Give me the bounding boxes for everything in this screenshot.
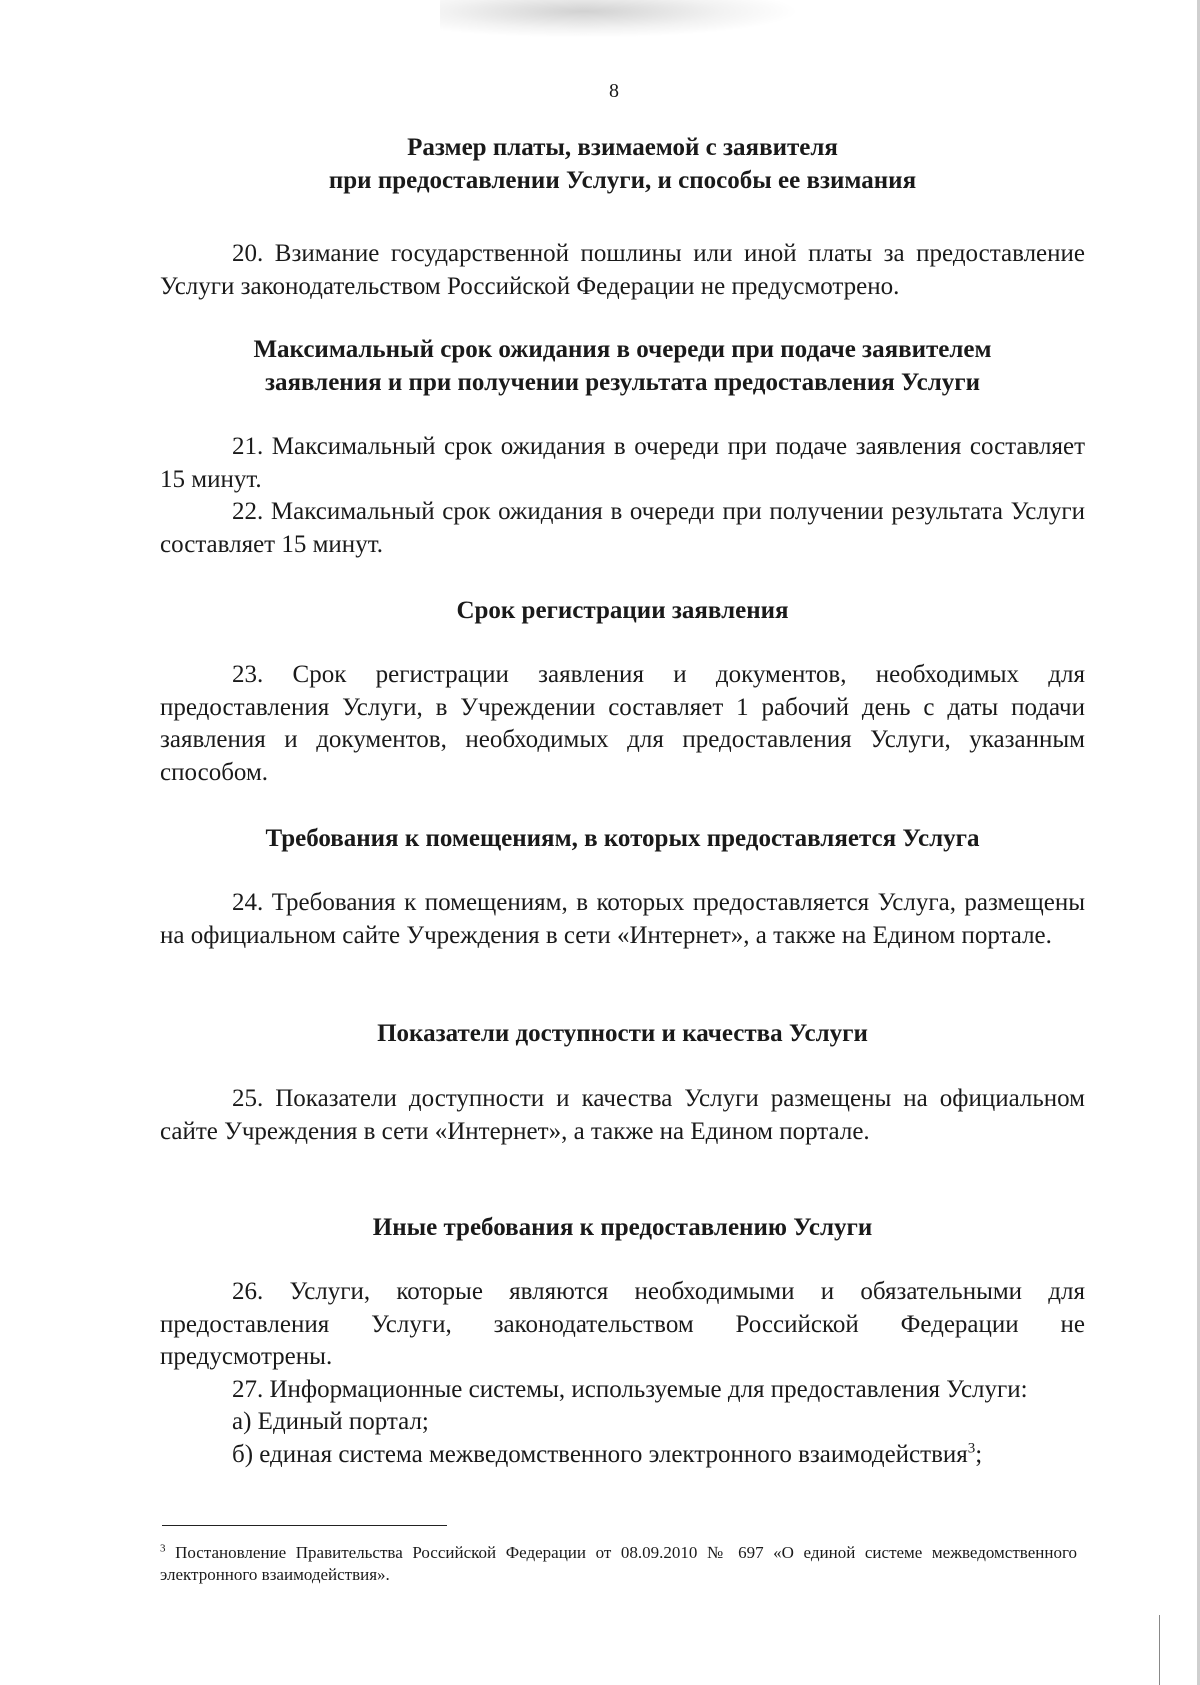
paragraph-21: 21. Максимальный срок ожидания в очереди при подаче заявления составляет 15 минут. [160,433,1085,493]
paragraph-25: 25. Показатели доступности и качества Услуги размещены на официальном сайте Учреждения в сети «Интернет», а также на Едином портале. [160,1085,1085,1145]
paragraph-23: 23. Срок регистрации заявления и документов, необходимых для предоставления Услуги, в Учреждении составляет 1 рабочий день с даты подачи заявления и документов, необходимых для предоставления Услуги, указанным способом. [160,661,1085,786]
paragraphs-26-27 [160,1276,1085,1471]
paragraph-20: 20. Взимание государственной пошлины или иной платы за предоставление Услуги законодательством Российской Федерации не предусмотрено. [160,240,1085,300]
footnote [160,1542,1077,1586]
footnote-marker: 3 [160,1542,166,1555]
footnote-reference: 3 [967,1440,976,1457]
section-heading-premises: Требования к помещениям, в которых предоставляется Услуга [265,825,980,852]
footnote-text: Постановление Правительства Российской Федерации от 08.09.2010 № 697 «О единой системе межведомственного электронного взаимодействия». [160,1543,1078,1584]
section-heading-quality: Показатели доступности и качества Услуги [377,1020,868,1047]
paragraph-26: 26. Услуги, которые являются необходимыми и обязательными для предоставления Услуги, законодательством Российской Федерации не предусмотрены. [160,1278,1085,1370]
section-heading-registration: Срок регистрации заявления [456,597,789,624]
paragraph-24: 24. Требования к помещениям, в которых предоставляется Услуга, размещены на официальном сайте Учреждения в сети «Интернет», а также на Едином портале. [160,889,1085,949]
section-heading-other-requirements: Иные требования к предоставлению Услуги [372,1214,873,1241]
section-heading-fees: Размер платы, взимаемой с заявителя при предоставлении Услуги, и способы ее взимания [328,134,917,194]
paragraphs-21-22 [160,431,1085,561]
footnote-divider [162,1525,447,1526]
section-heading-waiting-time: Максимальный срок ожидания в очереди при подаче заявителем заявления и при получении результата предоставления Услуги [253,336,992,396]
list-item-b: б) единая система межведомственного электронного взаимодействия$^3$; [232,1440,983,1468]
scan-noise [440,0,800,38]
paragraph-22: 22. Максимальный срок ожидания в очереди при получении результата Услуги составляет 15 минут. [160,498,1085,558]
scan-corner-mark [1131,1615,1160,1685]
list-item-a: а) Единый портал; [232,1408,429,1435]
page-number: 8 [609,80,619,102]
paragraph-27: 27. Информационные системы, используемые для предоставления Услуги: [232,1375,1028,1403]
